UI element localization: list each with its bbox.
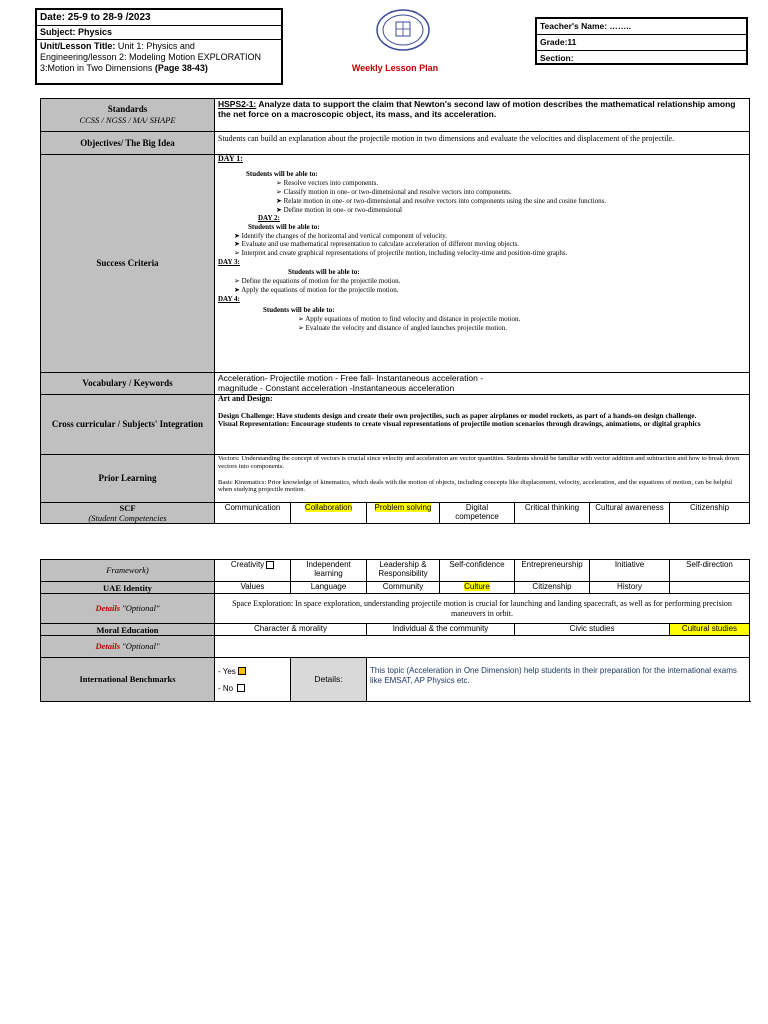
moral-education-row: [41, 624, 750, 636]
cross-label: Cross curricular / Subjects' Integration: [41, 395, 215, 455]
day1-item: ➤ Relate motion in one- or two-dimensional and resolve vectors into components using the sine and cosine functions.: [276, 196, 607, 205]
framework-self-confidence: Self-confidence: [440, 560, 515, 582]
uae-details-row: [41, 594, 750, 624]
standards-label-cell: [41, 99, 215, 132]
moral-details-cell: [215, 636, 750, 658]
uae-culture-cell: [440, 582, 515, 594]
objectives-row: [41, 132, 750, 155]
date: Date: 25-9 to 28-9 /2023: [37, 10, 281, 26]
objectives-label: Objectives/ The Big Idea: [41, 132, 215, 155]
subject-label: Subject:: [40, 27, 76, 37]
day1-intro: Students will be able to:: [246, 169, 318, 178]
scf-label: SCF: [119, 503, 136, 513]
day1-item: ➤ Define motion in one- or two-dimensional: [276, 205, 403, 214]
day2-heading: DAY 2:: [258, 214, 280, 223]
uae-empty-cell: [670, 582, 750, 594]
day1-heading: DAY 1:: [218, 154, 243, 163]
objectives-text: Students can build an explanation about the projectile motion in two dimensions and evaluate the velocities and displacement of the projectile.: [215, 132, 750, 155]
moral-character: Character & morality: [215, 624, 367, 636]
vocab-cell: [215, 373, 750, 395]
cross-visual-representation: Visual Representation: Encourage students to create visual representations of projectile motion scenarios through drawings, animations, or digital graphics: [218, 419, 701, 428]
prior-kinematics: Basic Kinematics: Prior knowledge of kinematics, which deals with the motion of objects, including concepts like displacement, velocity, acceleration, and the equations of motion, can be helpful when studying projectile motion.: [218, 478, 733, 494]
framework-row: [41, 560, 750, 582]
day2-intro: Students will be able to:: [248, 222, 320, 231]
benchmarks-text: This topic (Acceleration in One Dimension) help students in their preparation for the international exams like EMSAT, AP Physics etc.: [367, 658, 750, 702]
scf-citizenship: Citizenship: [670, 503, 750, 524]
day3-intro: Students will be able to:: [288, 268, 360, 277]
day3-heading: DAY 3:: [218, 257, 240, 266]
integration-table: [40, 559, 750, 702]
moral-details-row: [41, 636, 750, 658]
lesson-plan-table: [40, 98, 750, 524]
cross-row: [41, 395, 750, 455]
unit-line3: 3:Motion in Two Dimensions: [40, 63, 153, 73]
teacher-info-box: [535, 17, 748, 65]
optional-label: "Optional": [122, 641, 160, 651]
cross-title: Art and Design:: [218, 394, 273, 403]
unit-line2: Engineering/lesson 2: Modeling Motion EXPLORATION: [40, 52, 261, 62]
day2-item: ➢ Interpret and create graphical representations of projectile motion, including velocity-time and position-time graphs.: [234, 249, 568, 258]
framework-creativity-cell: [215, 560, 291, 582]
moral-education-label: Moral Education: [41, 624, 215, 636]
moral-individual: Individual & the community: [367, 624, 515, 636]
standards-text: Analyze data to support the claim that Newton's second law of motion describes the mathematical relationship among the net force on a macroscopic object, its mass, and its acceleration.: [218, 99, 736, 119]
scf-communication: Communication: [215, 503, 291, 524]
benchmark-no[interactable]: [218, 680, 287, 697]
day4-item: ➢ Apply equations of motion to find velocity and distance in projectile motion.: [298, 314, 521, 323]
optional-label: "Optional": [122, 603, 160, 613]
uae-details-label-cell: [41, 594, 215, 624]
unit-pages: (Page 38-43): [154, 63, 208, 73]
uae-identity-label: UAE Identity: [41, 582, 215, 594]
section: Section:: [540, 53, 574, 63]
standards-cell: [215, 99, 750, 132]
uae-culture: Culture: [464, 582, 490, 591]
benchmark-yes[interactable]: [218, 663, 287, 680]
teacher-name: Teacher's Name: ……..: [537, 19, 746, 35]
success-label: Success Criteria: [41, 155, 215, 373]
header-info-box: [35, 8, 283, 85]
moral-details-label-cell: [41, 636, 215, 658]
details-cell-label: Details:: [291, 658, 367, 702]
day3-item: ➤ Apply the equations of motion for the projectile motion.: [234, 285, 399, 294]
standards-sub: CCSS / NGSS / MA/ SHAPE: [79, 115, 176, 125]
checkbox-checked-icon[interactable]: [238, 667, 246, 675]
benchmarks-label: International Benchmarks: [41, 658, 215, 702]
scf-problem-solving: Problem solving: [374, 503, 432, 512]
framework-label: Framework): [41, 560, 215, 582]
day1-item: ➢ Resolve vectors into components.: [276, 179, 379, 188]
unit-line1: Unit 1: Physics and: [117, 41, 195, 51]
scf-problem-solving-cell: [367, 503, 440, 524]
day4-item: ➢ Evaluate the velocity and distance of angled launches projectile motion.: [298, 323, 507, 332]
vocab-line2: magnitude - Constant acceleration -Instantaneous acceleration: [218, 383, 455, 393]
standards-label: Standards: [107, 104, 148, 114]
day4-heading: DAY 4:: [218, 294, 240, 303]
checkbox-icon[interactable]: [266, 561, 274, 569]
prior-vectors: Vectors: Understanding the concept of vectors is crucial since velocity and acceleration are vector quantities. Students should be familiar with vector addition and subtraction and how to break down vectors into components.: [218, 455, 740, 470]
moral-civic: Civic studies: [515, 624, 670, 636]
day2-item: ➤ Identify the changes of the horizontal and vertical component of velocity.: [234, 231, 448, 240]
scf-collaboration: Collaboration: [304, 503, 353, 512]
uae-identity-row: [41, 582, 750, 594]
framework-self-direction: Self-direction: [670, 560, 750, 582]
vocab-label: Vocabulary / Keywords: [41, 373, 215, 395]
framework-entrepreneurship: Entrepreneurship: [515, 560, 590, 582]
yes-label: - Yes: [218, 666, 236, 676]
day3-item: ➢ Define the equations of motion for the projectile motion.: [234, 277, 401, 286]
framework-leadership: Leadership & Responsibility: [367, 560, 440, 582]
benchmark-yes-no-cell: [215, 658, 291, 702]
day4-intro: Students will be able to:: [263, 306, 335, 315]
scf-collaboration-cell: [291, 503, 367, 524]
subject-value: Physics: [78, 27, 113, 37]
framework-independent-learning: Independent learning: [291, 560, 367, 582]
prior-row: [41, 455, 750, 503]
vocab-line1: Acceleration- Projectile motion - Free fall- Instantaneous acceleration -: [218, 373, 484, 383]
uae-community: Community: [367, 582, 440, 594]
framework-initiative: Initiative: [590, 560, 670, 582]
uae-citizenship: Citizenship: [515, 582, 590, 594]
success-cell: [215, 155, 750, 373]
standards-row: [41, 99, 750, 132]
success-row: [41, 155, 750, 373]
uae-history: History: [590, 582, 670, 594]
subject-row: [37, 26, 281, 40]
day2-item: ➤ Evaluate and use mathematical representation to calculate acceleration of different moving objects.: [234, 240, 520, 249]
benchmarks-row: [41, 658, 750, 702]
details-label: Details: [95, 641, 121, 651]
moral-cultural-studies: Cultural studies: [670, 624, 750, 636]
unit-label: Unit/Lesson Title:: [40, 41, 116, 51]
checkbox-icon[interactable]: [237, 684, 245, 692]
scf-sub: (Student Competencies: [88, 513, 167, 523]
weekly-lesson-plan-title: Weekly Lesson Plan: [351, 63, 439, 73]
scf-digital-competence: Digital competence: [440, 503, 515, 524]
details-label: Details: [95, 603, 121, 613]
framework-creativity: Creativity: [230, 560, 265, 569]
scf-cultural-awareness: Cultural awareness: [590, 503, 670, 524]
grade: Grade:11: [537, 35, 746, 51]
prior-cell: [215, 455, 750, 503]
scf-label-cell: [41, 503, 215, 524]
cross-design-challenge: Design Challenge: Have students design and create their own projectiles, such as paper airplanes or model rockets, as part of a hands-on design challenge.: [218, 410, 697, 420]
no-label: - No: [218, 683, 234, 693]
standards-code: HSPS2-1:: [218, 99, 257, 109]
vocab-row: [41, 373, 750, 395]
uae-language: Language: [291, 582, 367, 594]
prior-label: Prior Learning: [41, 455, 215, 503]
unit-row: [37, 40, 281, 75]
uae-details-text: Space Exploration: In space exploration, understanding projectile motion is crucial for launching and landing spacecraft, as well as for performing precision maneuvers in orbit.: [215, 594, 750, 624]
school-seal-logo: [375, 8, 431, 52]
cross-cell: [215, 395, 750, 455]
scf-row: [41, 503, 750, 524]
scf-critical-thinking: Critical thinking: [515, 503, 590, 524]
uae-values: Values: [215, 582, 291, 594]
day1-item: ➢ Classify motion in one- or two-dimensional and resolve vectors into components.: [276, 188, 512, 197]
